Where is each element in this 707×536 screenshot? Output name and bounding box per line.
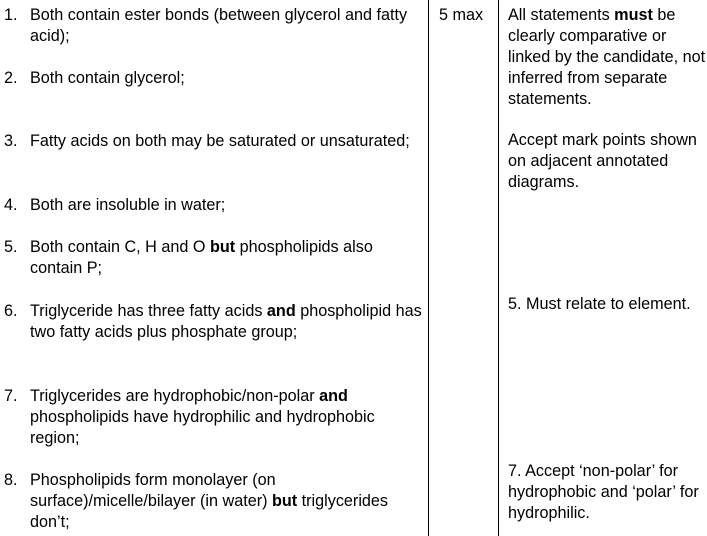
point-text: Both contain C, H and O but phospholipids also contain P; <box>30 238 373 277</box>
point-number: 7. <box>4 387 18 405</box>
guidance-note: 7. Accept ‘non-polar’ for hydrophobic and ‘polar’ for hydrophilic. <box>508 462 699 522</box>
mark-point <box>4 68 424 89</box>
point-number: 1. <box>4 6 18 24</box>
mark-point <box>4 470 424 533</box>
max-marks: 5 max <box>439 6 484 24</box>
column-divider <box>428 0 429 536</box>
point-text: Both are insoluble in water; <box>30 196 226 214</box>
point-number: 8. <box>4 471 18 489</box>
point-text: Both contain glycerol; <box>30 69 185 87</box>
point-number: 3. <box>4 132 18 150</box>
point-text: Both contain ester bonds (between glycerol and fatty acid); <box>30 6 408 45</box>
point-text: Triglyceride has three fatty acids and phospholipid has two fatty acids plus phosphate group; <box>30 302 422 341</box>
mark-point <box>4 386 424 449</box>
column-divider <box>498 0 499 536</box>
point-text: Phospholipids form monolayer (on surface)/micelle/bilayer (in water) but triglycerides don’t; <box>30 471 389 531</box>
mark-point <box>4 5 424 47</box>
point-text: Triglycerides are hydrophobic/non-polar and phospholipids have hydrophilic and hydrophobic region; <box>30 387 375 447</box>
point-number: 2. <box>4 69 18 87</box>
guidance-note: Accept mark points shown on adjacent annotated diagrams. <box>508 131 697 191</box>
guidance-note: All statements must be clearly comparative or linked by the candidate, not inferred from separate statements. <box>508 6 706 108</box>
mark-point <box>4 195 424 216</box>
mark-point <box>4 301 424 343</box>
mark-point <box>4 131 424 152</box>
point-number: 4. <box>4 196 18 214</box>
guidance-note: 5. Must relate to element. <box>508 295 691 313</box>
mark-point <box>4 237 424 279</box>
point-number: 6. <box>4 302 18 320</box>
point-number: 5. <box>4 238 18 256</box>
point-text: Fatty acids on both may be saturated or unsaturated; <box>30 132 410 150</box>
